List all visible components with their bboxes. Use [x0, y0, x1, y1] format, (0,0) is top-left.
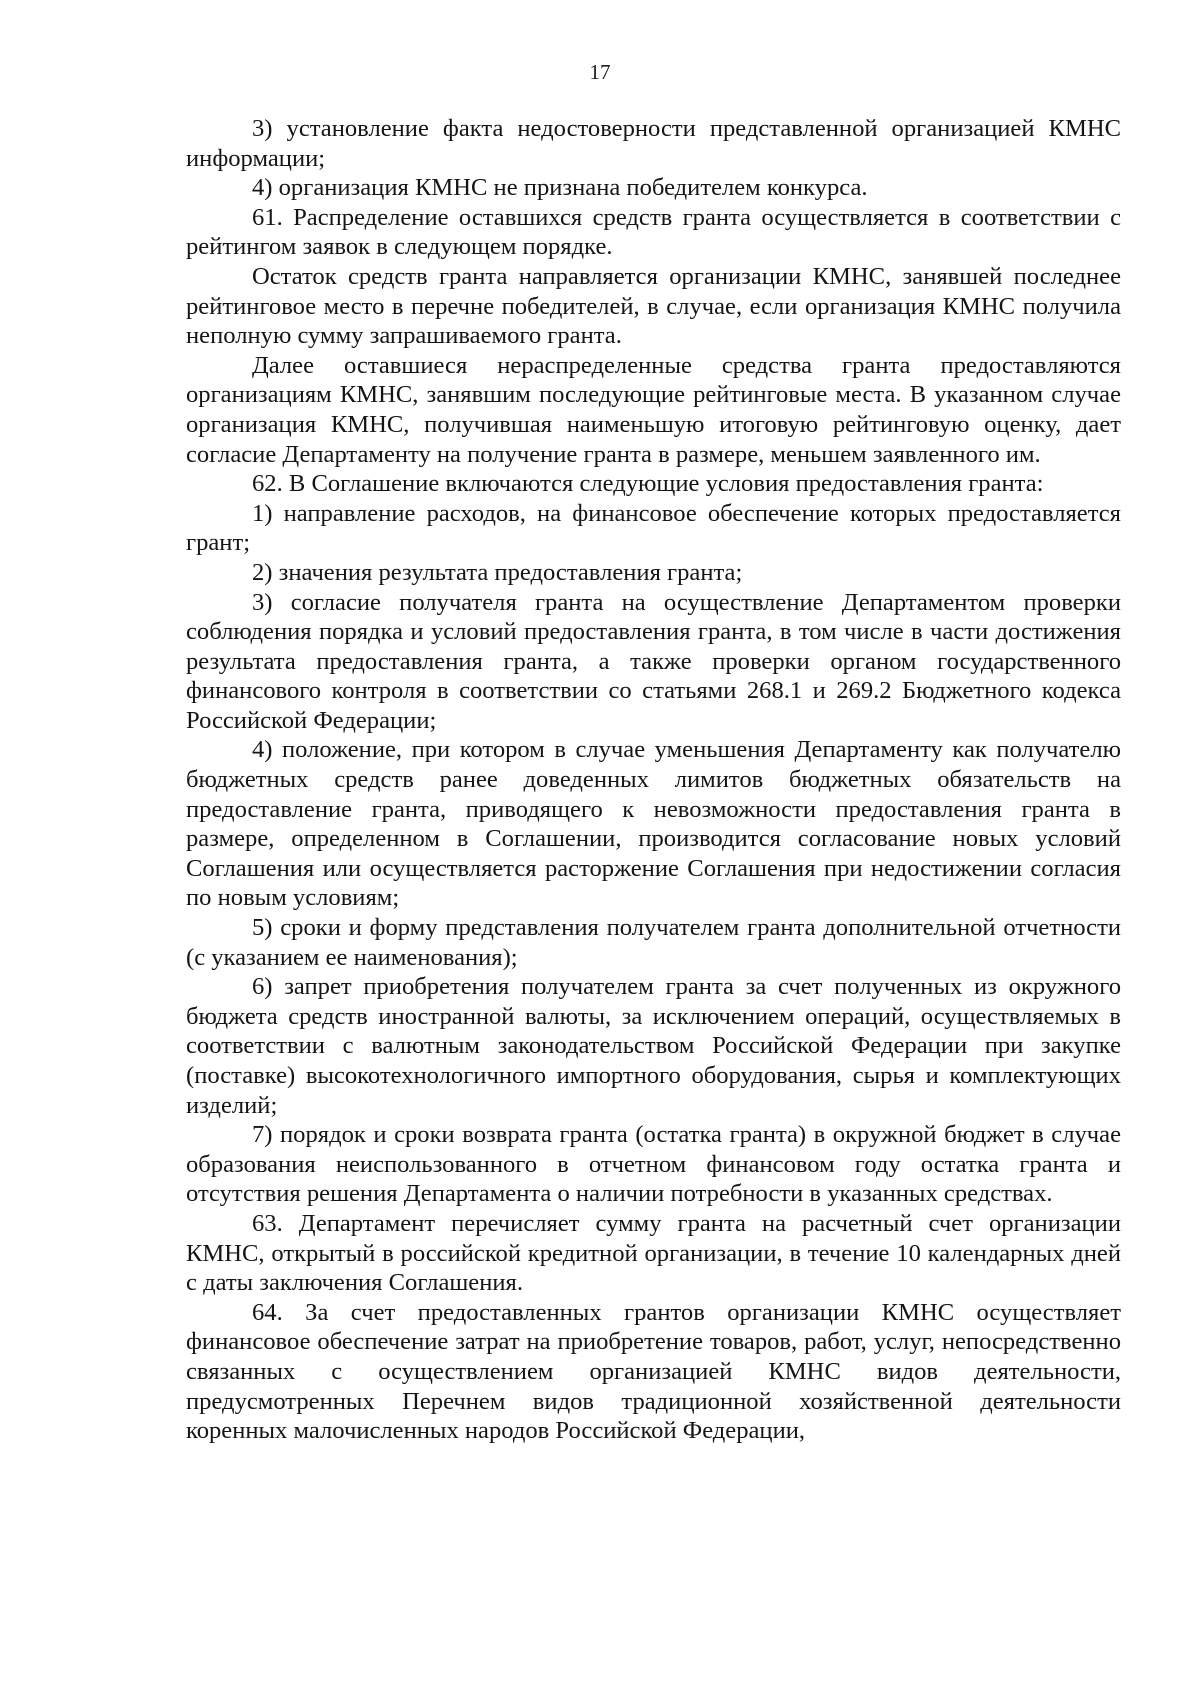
paragraph-62-item-3: 3) согласие получателя гранта на осуществление Департаментом проверки соблюдения порядка и условий предоставления гранта, в том числе в части достижения результата предоставления гранта, а также проверки органом государственного финансового контроля в соответствии со статьями 268.1 и 269.2 Бюджетного кодекса Российской Федерации; [186, 588, 1121, 734]
paragraph-62-item-7: 7) порядок и сроки возврата гранта (остатка гранта) в окружной бюджет в случае образования неиспользованного в отчетном финансовом году остатка гранта и отсутствия решения Департамента о наличии потребности в указанных средствах. [186, 1121, 1121, 1208]
paragraph-64: 64. За счет предоставленных грантов организации КМНС осуществляет финансовое обеспечение затрат на приобретение товаров, работ, услуг, непосредственно связанных с осуществлением организацией КМНС видов деятельности, предусмотренных Перечнем видов традиционной хозяйственной деятельности коренных малочисленных народов Российской Федерации, [186, 1298, 1121, 1445]
paragraph-63: 63. Департамент перечисляет сумму гранта на расчетный счет организации КМНС, открытый в российской кредитной организации, в течение 10 календарных дней с даты заключения Соглашения. [186, 1209, 1121, 1297]
paragraph-62-item-5: 5) сроки и форму представления получателем гранта дополнительной отчетности (с указанием ее наименования); [186, 914, 1121, 971]
paragraph-62-item-4: 4) положение, при котором в случае уменьшения Департаменту как получателю бюджетных средств ранее доведенных лимитов бюджетных обязательств на предоставление гранта, приводящего к невозможности предоставления гранта в размере, определенном в Соглашении, производится согласование новых условий Соглашения или осуществляется расторжение Соглашения при недостижении согласия по новым условиям; [186, 736, 1121, 912]
paragraph-61-remainder: Остаток средств гранта направляется организации КМНС, занявшей последнее рейтинговое место в перечне победителей, в случае, если организация КМНС получила неполную сумму запрашиваемого гранта. [186, 262, 1121, 350]
paragraph-62-item-6: 6) запрет приобретения получателем гранта за счет полученных из окружного бюджета средств иностранной валюты, за исключением операций, осуществляемых в соответствии с валютным законодательством Российской Федерации при закупке (поставке) высокотехнологичного импортного оборудования, сырья и комплектующих изделий; [186, 973, 1121, 1119]
document-body [186, 114, 1121, 1446]
paragraph-62-item-2: 2) значения результата предоставления гранта; [252, 558, 743, 586]
paragraph-3-item: 3) установление факта недостоверности представленной организацией КМНС информации; [186, 115, 1121, 172]
page-number: 17 [589, 60, 611, 84]
paragraph-4-item: 4) организация КМНС не признана победителем конкурса. [252, 174, 868, 202]
paragraph-61: 61. Распределение оставшихся средств гранта осуществляется в соответствии с рейтингом заявок в следующем порядке. [186, 203, 1121, 261]
paragraph-62-item-1: 1) направление расходов, на финансовое обеспечение которых предоставляется грант; [186, 499, 1121, 557]
paragraph-62: 62. В Соглашение включаются следующие условия предоставления гранта: [252, 470, 1044, 498]
paragraph-61-further: Далее оставшиеся нераспределенные средства гранта предоставляются организациям КМНС, занявшим последующие рейтинговые места. В указанном случае организация КМНС, получившая наименьшую итоговую рейтинговую оценку, дает согласие Департаменту на получение гранта в размере, меньшем заявленного им. [186, 351, 1121, 468]
